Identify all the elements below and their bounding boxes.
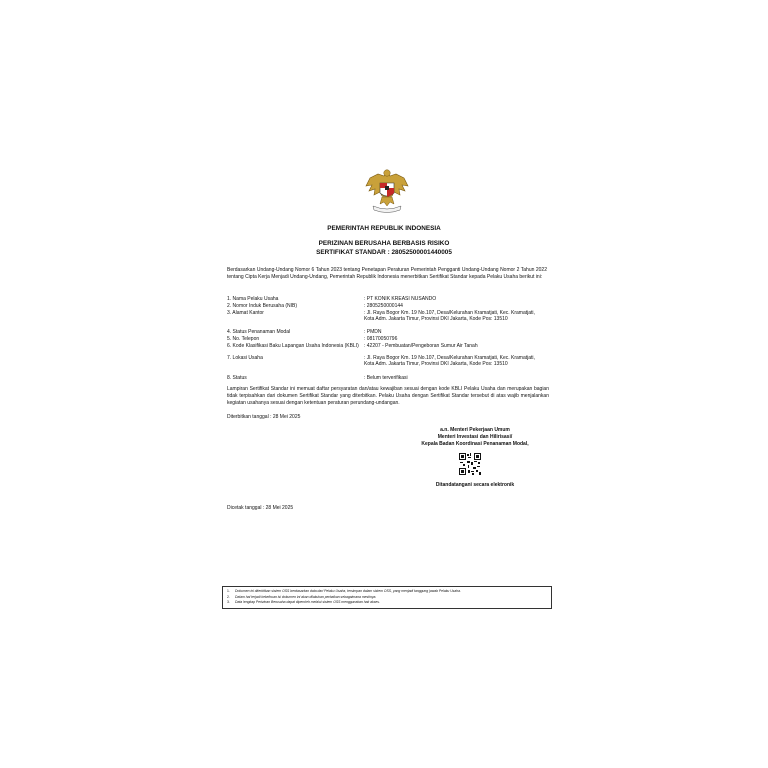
issued-date: Diterbitkan tanggal : 28 Mei 2025 [227, 414, 301, 420]
intro-paragraph: Berdasarkan Undang-Undang Nomor 6 Tahun 2023 tentang Penetapan Peraturan Pemerintah Pengganti Undang-Undang Nomor 2 Tahun 2022 tentang Cipta Kerja Menjadi Undang-Undang, Pemerintah Republik Indonesia menerbitkan Sertifikat Standar kepada Pelaku Usaha berikut ini: [227, 267, 547, 281]
field-value: : 42207 - Pembuatan/Pengeboran Sumur Air Tanah [364, 343, 478, 349]
field-value: : Jl. Raya Bogor Km. 19 No.107, Desa/Kelurahan Kramatjati, Kec. Kramatjati, Kota Adm. Jakarta Timur, Provinsi DKI Jakarta, Kode Pos: 13510 [364, 310, 535, 323]
closing-paragraph: Lampiran Sertifikat Standar ini memuat daftar persyaratan dan/atau kewajiban sesuai dengan kode KBLI Pelaku Usaha dan merupakan bagian tidak terpisahkan dari dokumen Sertifikat Standar yang diterbitkan. Pelaku Usaha dengan Sertifikat Standar tersebut di atas wajib menjalankan kegiatan usahanya sesuai dengan ketentuan peraturan perundang-undangan. [227, 386, 549, 407]
footnote-number: 2. [227, 594, 230, 599]
field-label: 5. No. Telepon [227, 336, 260, 342]
garuda-emblem-icon [364, 166, 410, 214]
footnote-number: 1. [227, 589, 230, 593]
qr-code-icon [459, 453, 481, 475]
certificate-number: SERTIFIKAT STANDAR : 28052500001440005 [316, 249, 452, 256]
field-value: : PT KONIK KREASI NUSANDO [364, 296, 437, 302]
field-label: 6. Kode Klasifikasi Baku Lapangan Usaha Indonesia (KBLI) [227, 343, 359, 349]
electronic-signature-note: Ditandatangani secara elektronik [435, 482, 515, 488]
field-value: : Jl. Raya Bogor Km. 19 No.107, Desa/Kelurahan Kramatjati, Kec. Kramatjati, Kota Adm. Jakarta Timur, Provinsi DKI Jakarta, Kode Pos: 13510 [364, 355, 535, 368]
field-value: : 08170050796 [364, 336, 398, 342]
field-value: : 2805250000144 [364, 303, 403, 309]
field-value: : PMDN [364, 329, 382, 335]
printed-date: Dicetak tanggal : 28 Mei 2025 [227, 505, 294, 511]
footnote [227, 600, 547, 606]
footnote-text: Dalam hal terjadi kekeliruan isi dokumen ini akan dilakukan perbaikan sebagaimana mestinya. [235, 594, 377, 599]
document-title: PERIZINAN BERUSAHA BERBASIS RISIKO [318, 240, 450, 247]
signature-line: a.n. Menteri Pekerjaan Umum [440, 427, 510, 433]
footnote-box [222, 586, 552, 609]
government-title: PEMERINTAH REPUBLIK INDONESIA [327, 225, 441, 232]
field-label: 3. Alamat Kantor [227, 310, 264, 316]
field-label: 4. Status Penanaman Modal [227, 329, 291, 335]
field-label: 7. Lokasi Usaha [227, 355, 263, 361]
field-label: 2. Nomor Induk Berusaha (NIB) [227, 303, 298, 309]
footnote-text: Data lengkap Perizinan Berusaha dapat diperoleh melalui sistem OSS menggunakan hak akses. [235, 600, 380, 605]
field-label: 8. Status [227, 375, 247, 381]
footnote-text: Dokumen ini diterbitkan sistem OSS berdasarkan data dari Pelaku Usaha, tersimpan dalam sistem OSS, yang menjadi tanggung jawab Pelaku Usaha. [235, 589, 461, 593]
field-label: 1. Nama Pelaku Usaha [227, 296, 279, 302]
signature-line: Menteri Investasi dan Hilirisasi/ [437, 434, 513, 440]
field-value: : Belum terverifikasi [364, 375, 408, 381]
footnote-number: 3. [227, 600, 230, 605]
signature-line: Kepala Badan Koordinasi Penanaman Modal, [421, 441, 529, 447]
